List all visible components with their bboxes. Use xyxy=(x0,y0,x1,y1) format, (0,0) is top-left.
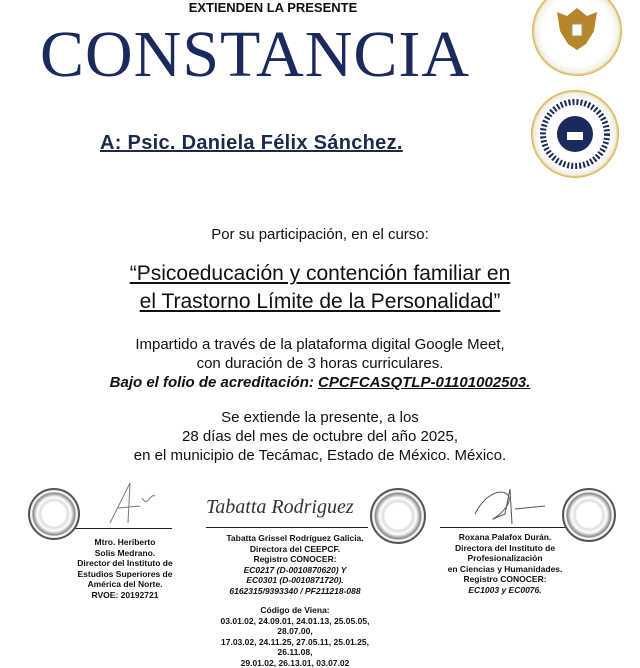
signer-title: Directora del CEEPCF. xyxy=(205,544,385,555)
vienna-code: 17.03.02, 24.11.25, 27.05.11, 25.01.25, 26.11.08, xyxy=(205,637,385,658)
signer-registry: EC0217 (D-0010870620) Y xyxy=(205,565,385,576)
platform-text: Impartido a través de la plataforma digital Google Meet, xyxy=(40,335,600,354)
course-title-line1: “Psicoeducación y contención familiar en xyxy=(130,262,511,285)
folio-value: CPCFCASQTLP-01101002503. xyxy=(318,374,530,391)
recipient-name: A: Psic. Daniela Félix Sánchez. xyxy=(100,132,403,155)
page-title: CONSTANCIA xyxy=(40,22,500,88)
signer-registry-label: Registro CONOCER: xyxy=(205,554,385,565)
coat-of-arms-seal-icon xyxy=(370,488,426,544)
vienna-code-label: Código de Viena: xyxy=(205,605,385,616)
duration-text: con duración de 3 horas curriculares. xyxy=(40,354,600,373)
signer-title: América del Norte. xyxy=(70,579,180,590)
signer-title: Profesionalización xyxy=(440,553,570,564)
course-title xyxy=(60,260,580,316)
issue-location: en el municipio de Tecámac, Estado de México. México. xyxy=(40,446,600,465)
signer-registry: EC0301 (D-0010871720). xyxy=(205,575,385,586)
signer-registry: 6162315/9393340 / PF211218-088 xyxy=(205,586,385,597)
signature-line-3 xyxy=(440,527,570,528)
signature-line-2 xyxy=(206,527,368,528)
signature-2-script: Tabatta Rodriguez xyxy=(206,496,354,519)
signer-registry-label: Registro CONOCER: xyxy=(440,574,570,585)
course-details xyxy=(40,335,600,392)
intro-text: Por su participación, en el curso: xyxy=(0,226,640,243)
signature-3-icon xyxy=(470,484,550,529)
signer-name: Solis Medrano. xyxy=(70,548,180,559)
signature-1-text xyxy=(70,537,180,600)
institute-seal-medal-icon xyxy=(531,90,619,178)
signer-title: Estudios Superiores de xyxy=(70,569,180,580)
vienna-code: 29.01.02, 26.13.01, 03.07.02 xyxy=(205,658,385,668)
signer-name: Mtro. Heriberto xyxy=(70,537,180,548)
header-subtitle: EXTIENDEN LA PRESENTE xyxy=(120,0,426,15)
signer-name: Tabatta Grissel Rodríguez Galicia. xyxy=(205,533,385,544)
humanities-institute-seal-icon xyxy=(562,488,616,542)
course-title-line2: el Trastorno Límite de la Personalidad” xyxy=(140,290,501,313)
vienna-code: 03.01.02, 24.09.01, 24.01.13, 25.05.05, 28.07.00, xyxy=(205,616,385,637)
coat-of-arms-medal-icon xyxy=(532,0,622,76)
signer-title: Director del Instituto de xyxy=(70,558,180,569)
issue-details xyxy=(40,408,600,465)
signer-name: Roxana Palafox Durán. xyxy=(440,532,570,543)
signature-1-icon xyxy=(100,478,160,528)
signature-3-text xyxy=(440,532,570,595)
signature-2-text xyxy=(205,533,385,668)
signature-line-1 xyxy=(72,528,172,529)
american-institute-seal-icon xyxy=(28,488,80,540)
signer-title: en Ciencias y Humanidades. xyxy=(440,564,570,575)
signer-rvoe: RVOE: 20192721 xyxy=(70,590,180,601)
issue-line: Se extiende la presente, a los xyxy=(40,408,600,427)
folio-label: Bajo el folio de acreditación: xyxy=(110,374,318,391)
signer-title: Directora del Instituto de xyxy=(440,543,570,554)
issue-date: 28 días del mes de octubre del año 2025, xyxy=(40,427,600,446)
signer-registry: EC1003 y EC0076. xyxy=(440,585,570,596)
